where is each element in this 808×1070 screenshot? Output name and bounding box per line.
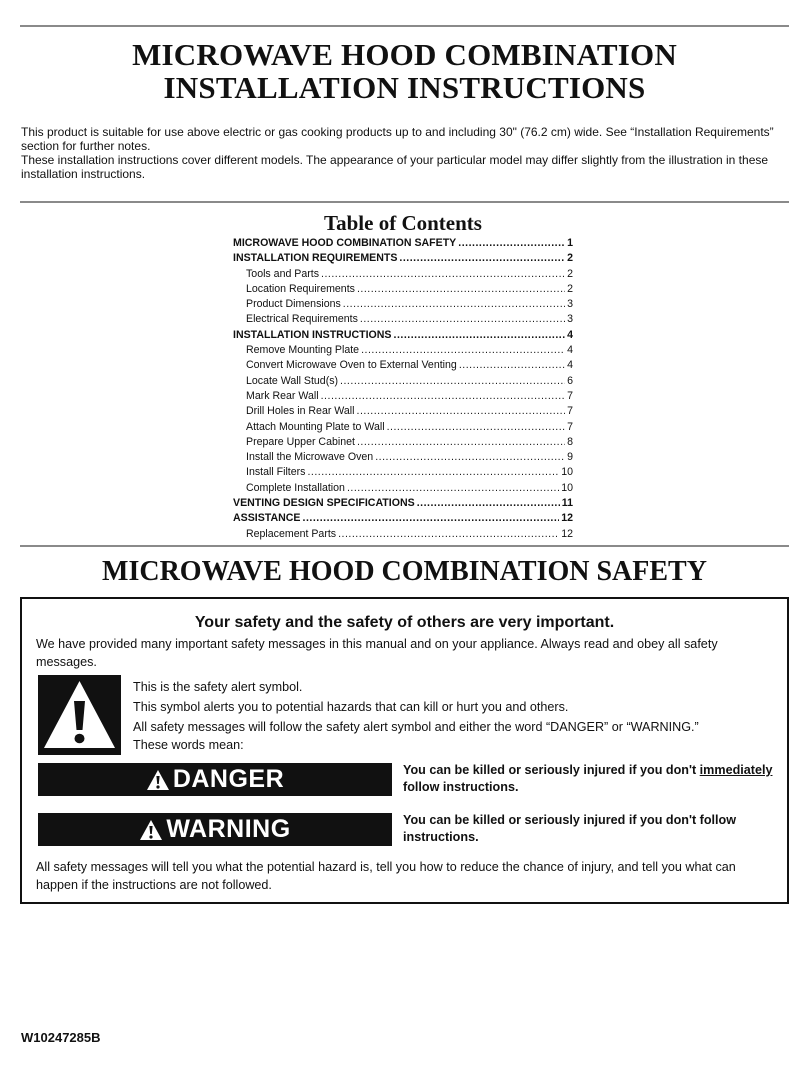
toc-entry[interactable] [233,389,573,404]
toc-entry-page: 3 [567,313,573,326]
danger-label: DANGER [172,765,285,793]
toc-leader-dots [458,236,565,251]
toc-entry-page: 6 [567,374,573,387]
toc-entry-page: 4 [567,359,573,372]
danger-desc-emphasis: immediately [699,763,773,777]
toc-entry-page: 10 [561,466,573,479]
toc-entry-label: Prepare Upper Cabinet [246,435,355,448]
toc-entry-label: Location Requirements [246,282,355,295]
toc-entry-label: Locate Wall Stud(s) [246,374,339,387]
toc-leader-dots [343,297,565,312]
warning-desc-text: You can be killed or seriously injured if you don't follow [403,813,737,827]
intro-paragraph-2: These installation instructions cover different models. The appearance of your particular model may differ slightly from the illustration in these installation instructions. [21,153,769,181]
safety-box [20,597,789,904]
toc-entry-page: 11 [561,497,573,510]
toc-leader-dots [387,420,566,435]
toc-entry-page: 2 [567,252,573,265]
safety-alert-icon [38,675,121,755]
toc-entry-label: Install the Microwave Oven [246,451,374,464]
symbol-line-3: All safety messages will follow the safety alert symbol and either the word “DANGER” or “WARNING.” [133,720,699,734]
toc-entry-label: Attach Mounting Plate to Wall [246,420,385,433]
toc-entry-page: 7 [567,405,573,418]
toc-top-rule [20,201,789,203]
toc-entry-label: VENTING DESIGN SPECIFICATIONS [233,497,415,510]
toc-entry-label: MICROWAVE HOOD COMBINATION SAFETY [233,237,457,249]
toc-leader-dots [338,527,559,542]
toc-entry[interactable] [233,465,573,480]
toc-entry-label: INSTALLATION INSTRUCTIONS [233,328,392,341]
safety-section-title: MICROWAVE HOOD COMBINATION SAFETY [102,556,707,587]
symbol-line-1: This is the safety alert symbol. [133,680,303,694]
toc-entry-page: 12 [561,527,573,540]
danger-banner [38,763,392,796]
toc-entry-label: Replacement Parts [246,527,337,540]
safety-intro-line1: We have provided many important safety messages in this manual and on your appliance. Always read and obey all safety [36,637,718,651]
safety-footer-line2: happen if the instructions are not followed. [36,878,272,892]
toc-leader-dots [303,511,560,526]
toc-entry[interactable] [233,297,573,312]
toc-entry[interactable] [233,450,573,465]
page-title-line2: INSTALLATION INSTRUCTIONS [163,70,646,105]
toc-entry[interactable] [233,282,573,297]
toc-leader-dots [357,404,566,419]
toc-leader-dots [361,343,565,358]
toc-entry[interactable] [233,404,573,419]
toc-entry-label: Electrical Requirements [246,313,358,326]
toc-entry-label: Install Filters [246,466,306,479]
toc-entry-label: ASSISTANCE [233,512,301,525]
warning-banner [38,813,392,846]
toc-entry-page: 8 [567,435,573,448]
toc-entry[interactable] [233,236,573,251]
toc-entry-page: 10 [561,481,573,494]
toc-leader-dots [340,374,565,389]
toc-entry[interactable] [233,328,573,343]
toc-entry-page: 4 [567,344,573,357]
danger-alert-icon [146,769,170,791]
toc-entry-page: 7 [567,420,573,433]
toc-leader-dots [321,389,565,404]
page-title-line1: MICROWAVE HOOD COMBINATION [132,37,677,72]
toc-entry-label: Drill Holes in Rear Wall [246,405,355,418]
toc-leader-dots [360,312,565,327]
toc-entry[interactable] [233,420,573,435]
safety-intro-line2: messages. [36,655,97,669]
toc-leader-dots [375,450,565,465]
toc-entry[interactable] [233,312,573,327]
top-rule [20,25,789,27]
toc-entry[interactable] [233,511,573,526]
toc-leader-dots [307,465,559,480]
document-number: W10247285B [21,1030,101,1045]
safety-box-heading: Your safety and the safety of others are very important. [194,614,615,631]
symbol-line-2: This symbol alerts you to potential hazards that can kill or hurt you and others. [133,700,569,714]
table-of-contents [233,236,573,542]
toc-entry-label: Convert Microwave Oven to External Venting [246,359,457,372]
toc-entry-page: 12 [561,512,573,525]
warning-desc-text-2: instructions. [403,830,479,844]
warning-description [403,812,783,846]
toc-entry[interactable] [233,435,573,450]
danger-description [403,762,783,796]
toc-entry[interactable] [233,343,573,358]
toc-leader-dots [399,251,565,266]
toc-leader-dots [347,481,559,496]
symbol-line-4: These words mean: [133,738,244,752]
toc-entry-label: INSTALLATION REQUIREMENTS [233,252,398,265]
toc-entry-page: 7 [567,389,573,402]
toc-leader-dots [394,328,566,343]
toc-entry-page: 3 [567,298,573,311]
toc-entry-label: Product Dimensions [246,298,341,311]
toc-leader-dots [357,435,565,450]
toc-leader-dots [459,358,565,373]
toc-entry[interactable] [233,251,573,266]
toc-entry[interactable] [233,527,573,542]
safety-top-rule [20,545,789,547]
toc-entry-page: 2 [567,282,573,295]
toc-leader-dots [357,282,565,297]
toc-entry-label: Mark Rear Wall [246,389,319,402]
toc-leader-dots [417,496,560,511]
toc-entry[interactable] [233,496,573,511]
toc-entry-label: Complete Installation [246,481,345,494]
danger-desc-text-2: follow instructions. [403,780,519,794]
warning-alert-icon [139,819,163,841]
toc-entry-page: 1 [567,237,573,249]
danger-desc-text: You can be killed or seriously injured if you don't [403,763,700,777]
toc-entry[interactable] [233,481,573,496]
toc-entry-label: Remove Mounting Plate [246,344,360,357]
toc-entry-page: 4 [567,328,573,341]
warning-label: WARNING [166,815,291,843]
toc-heading: Table of Contents [324,211,482,235]
toc-entry-page: 9 [567,451,573,464]
intro-paragraph-1: This product is suitable for use above electric or gas cooking products up to and including 30" (76.2 cm) wide. See “Installation Requirements” section for further notes. [21,125,774,153]
toc-leader-dots [321,267,565,282]
toc-entry[interactable] [233,374,573,389]
toc-entry[interactable] [233,267,573,282]
toc-entry[interactable] [233,358,573,373]
safety-footer-line1: All safety messages will tell you what the potential hazard is, tell you how to reduce the chance of injury, and tell you what can [36,860,736,874]
toc-entry-page: 2 [567,267,573,280]
toc-entry-label: Tools and Parts [246,267,320,280]
